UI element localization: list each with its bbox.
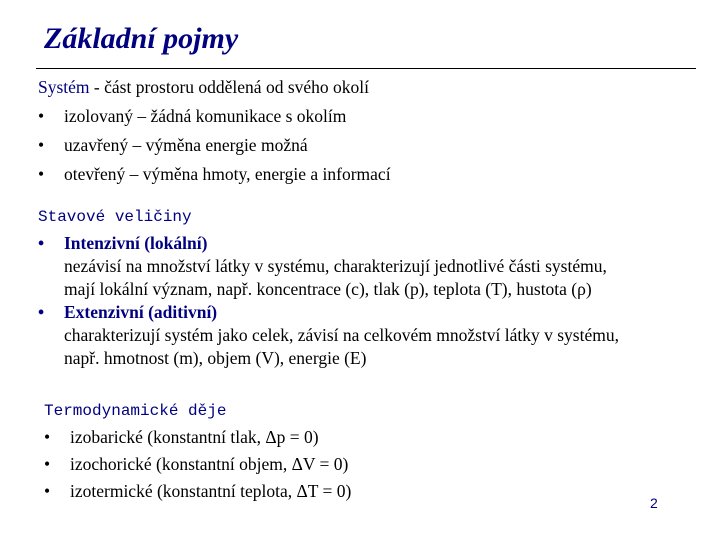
list-item xyxy=(38,163,391,185)
system-bullet-isolated: izolovaný – žádná komunikace s okolím xyxy=(64,106,347,126)
title-underline xyxy=(36,68,696,69)
system-definition: - část prostoru oddělená od svého okolí xyxy=(89,77,369,97)
state-quantities-heading: Stavové veličiny xyxy=(38,208,192,226)
extensive-description-1: charakterizují systém jako celek, závisí na celkovém množství látky v systému, xyxy=(64,325,619,345)
bullet-marker: • xyxy=(38,302,45,322)
bullet-marker: • xyxy=(44,427,51,447)
process-isothermal: izotermické (konstantní teplota, ΔT = 0) xyxy=(70,481,352,501)
process-isobaric: izobarické (konstantní tlak, Δp = 0) xyxy=(70,427,319,447)
system-term: Systém xyxy=(38,77,90,97)
system-definition-line xyxy=(38,76,369,98)
list-item xyxy=(38,105,346,127)
intensive-description-1: nezávisí na množství látky v systému, charakterizují jednotlivé části systému, xyxy=(64,256,607,276)
system-bullet-closed: uzavřený – výměna energie možná xyxy=(64,135,308,155)
list-item xyxy=(38,134,308,156)
bullet-marker: • xyxy=(38,106,45,126)
bullet-marker: • xyxy=(38,233,45,253)
slide-title: Základní pojmy xyxy=(44,22,239,55)
extensive-label: Extenzivní (aditivní) xyxy=(64,302,218,322)
bullet-marker: • xyxy=(44,481,51,501)
list-item xyxy=(44,480,351,502)
list-item xyxy=(38,301,217,323)
list-item xyxy=(38,232,207,254)
bullet-marker: • xyxy=(38,135,45,155)
bullet-marker: • xyxy=(44,454,51,474)
page-number: 2 xyxy=(650,495,658,511)
bullet-marker: • xyxy=(38,164,45,184)
intensive-label: Intenzivní (lokální) xyxy=(64,233,208,253)
process-isochoric: izochorické (konstantní objem, ΔV = 0) xyxy=(70,454,349,474)
system-bullet-open: otevřený – výměna hmoty, energie a informací xyxy=(64,164,391,184)
processes-heading: Termodynamické děje xyxy=(44,402,227,420)
list-item xyxy=(44,426,319,448)
list-item xyxy=(44,453,348,475)
extensive-description-2: např. hmotnost (m), objem (V), energie (E) xyxy=(64,348,367,368)
intensive-description-2: mají lokální význam, např. koncentrace (c), tlak (p), teplota (T), hustota (ρ) xyxy=(64,279,592,299)
